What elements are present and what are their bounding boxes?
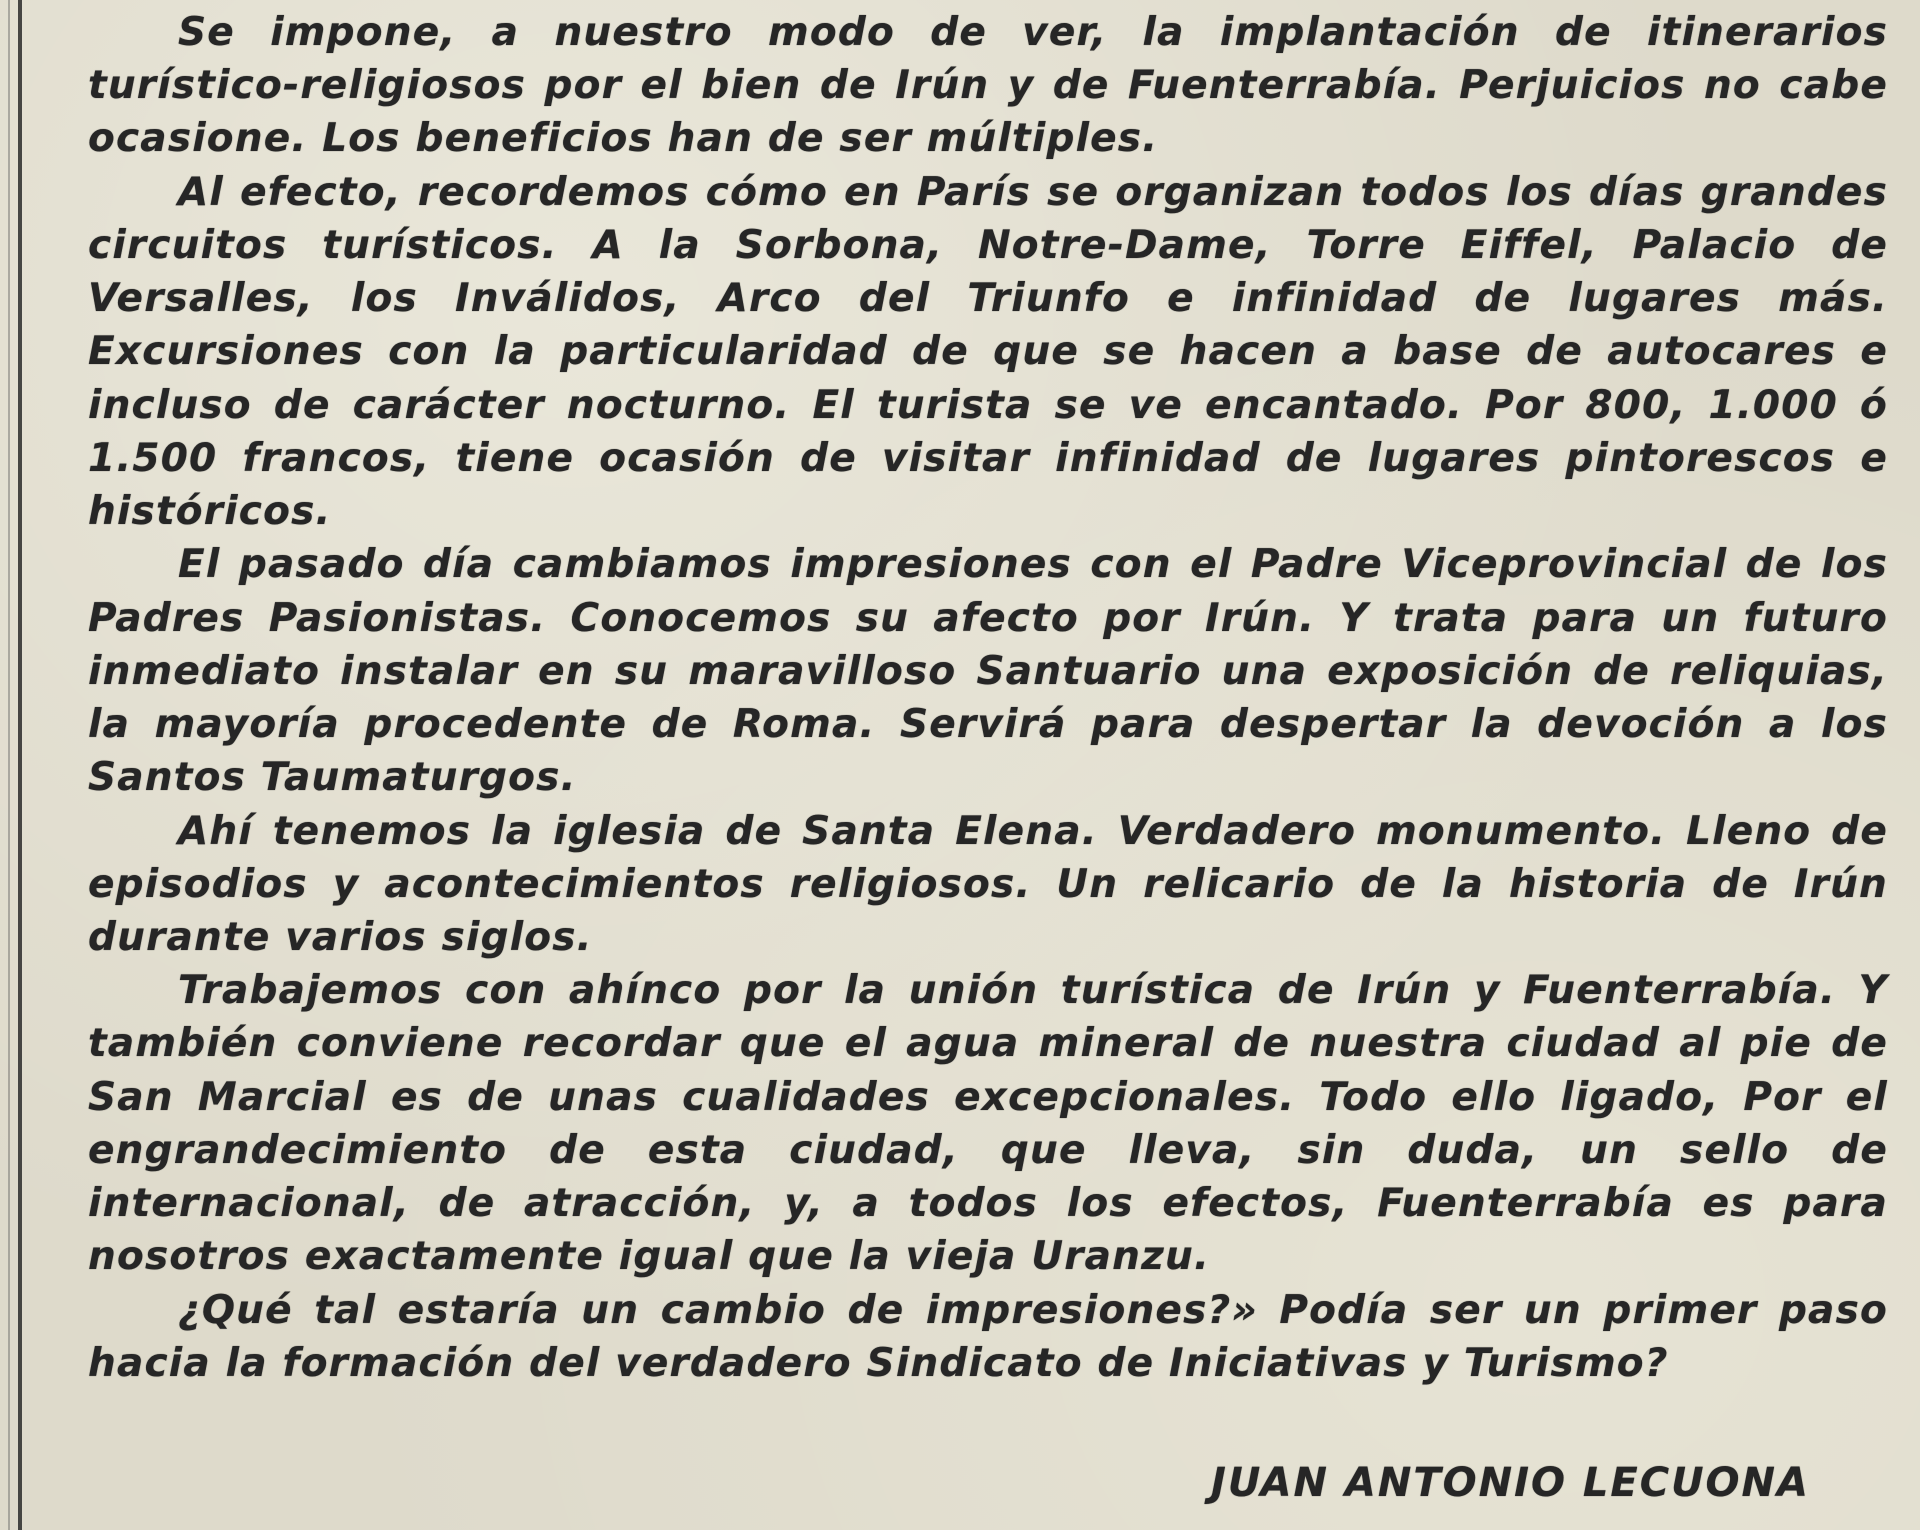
author-signature: JUAN ANTONIO LECUONA xyxy=(1210,1460,1810,1506)
paragraph-3: El pasado día cambiamos impresiones con el Padre Viceprovincial de los Padres Pasionistas. Conocemos su afecto por Irún. Y trata para un futuro inmediato instalar en su maravilloso Santuario una exposición de reliquias, la mayoría procedente de Roma. Servirá para despertar la devoción a los Santos Taumaturgos. xyxy=(88,542,1888,801)
column-rule xyxy=(18,0,22,1530)
paragraph-5: Trabajemos con ahínco por la unión turística de Irún y Fuenterrabía. Y también conviene recordar que el agua mineral de nuestra ciudad al pie de San Marcial es de unas cualidades excepcionales. Todo ello ligado, Por el engrandecimiento de esta ciudad, que lleva, sin duda, un sello de internacional, de atracción, y, a todos los efectos, Fuenterrabía es para nosotros exactamente igual que la vieja Uranzu. xyxy=(88,968,1888,1280)
paragraph-1: Se impone, a nuestro modo de ver, la implantación de itinerarios turístico-religiosos por el bien de Irún y de Fuenterrabía. Perjuicios no cabe ocasione. Los beneficios han de ser múltiples. xyxy=(88,10,1888,162)
column-rule-faint xyxy=(8,0,10,1530)
paragraph-6: ¿Qué tal estaría un cambio de impresiones?» Podía ser un primer paso hacia la formación del verdadero Sindicato de Iniciativas y Turismo? xyxy=(88,1287,1888,1386)
paragraph-2: Al efecto, recordemos cómo en París se organizan todos los días grandes circuitos turísticos. A la Sorbona, Notre-Dame, Torre Eiffel, Palacio de Versalles, los Inválidos, Arco del Triunfo e infinidad de lugares más. Excursiones con la particularidad de que se hacen a base de autocares e incluso de carácter nocturno. El turista se ve encantado. Por 800, 1.000 ó 1.500 francos, tiene ocasión de visitar infinidad de lugares pintorescos e históricos. xyxy=(88,169,1888,535)
paragraph-4: Ahí tenemos la iglesia de Santa Elena. Verdadero monumento. Lleno de episodios y acontecimientos religiosos. Un relicario de la historia de Irún durante varios siglos. xyxy=(88,808,1888,960)
article-body xyxy=(88,6,1888,1390)
